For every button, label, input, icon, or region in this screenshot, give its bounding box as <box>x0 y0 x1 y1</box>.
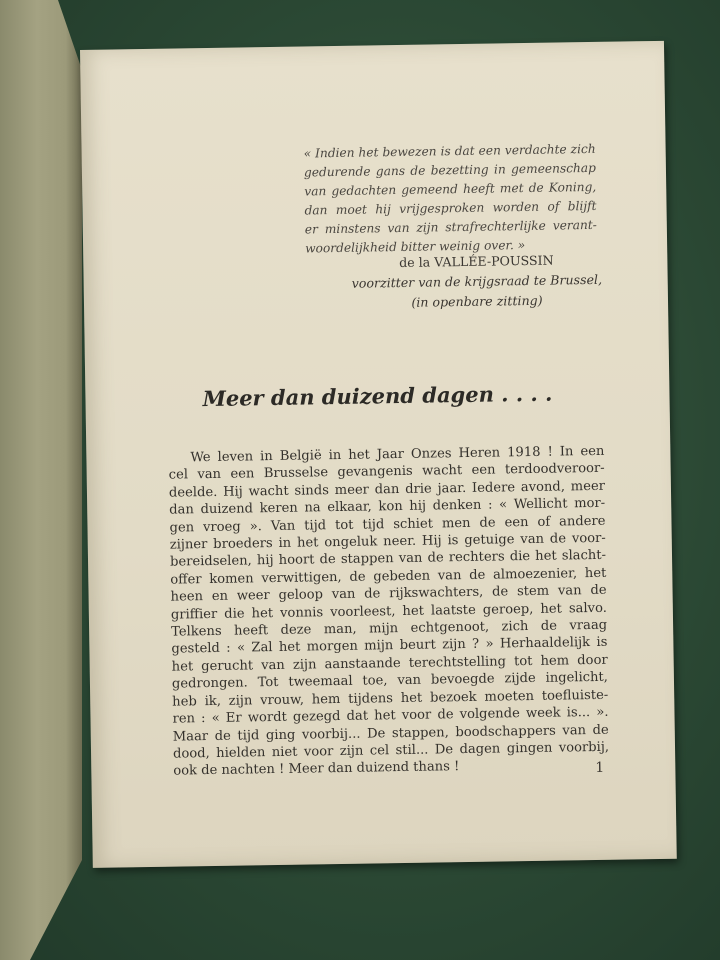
page-number: 1 <box>595 759 605 776</box>
body-line: We leven in België in het Jaar Onzes Heren 1918 ! In een <box>190 443 605 466</box>
attribution-name: de la VALLÉE-POUSSIN <box>399 252 554 271</box>
epigraph-line: gedurende gans de bezetting in gemeenschap <box>303 160 597 180</box>
book-page <box>80 41 677 868</box>
body-line: dood, hielden niet voor zijn cel stil... De dagen gingen voorbij, <box>172 739 610 762</box>
epigraph-attribution <box>351 250 602 314</box>
epigraph-line: er minstens van zijn strafrechterlijke verant- <box>304 217 597 237</box>
epigraph-line: « Indien het bewezen is dat een verdachte zich <box>303 141 596 161</box>
body-line: bereidselen, hij hoort de stappen van de rechters die het slacht- <box>169 548 607 571</box>
attribution-note: (in openbare zitting) <box>411 292 543 310</box>
body-line: gen vroeg ». Van tijd tot tijd schiet men de een of andere <box>169 513 606 536</box>
body-line: offer komen verwittigen, de gebeden van de almoezenier, het <box>170 565 607 588</box>
epigraph-line: dan moet hij vrijgesproken worden of blijft <box>304 198 597 218</box>
body-line: het gerucht van zijn aanstaande terechtstelling tot hem door <box>171 652 608 675</box>
body-line: dan duizend keren na elkaar, kon hij denken : « Wellicht mor- <box>169 496 606 518</box>
body-paragraph <box>168 443 609 781</box>
body-line: ren : « Er wordt gezegd dat het voor de volgende week is... ». <box>172 704 609 727</box>
body-line: deelde. Hij wacht sinds meer dan drie jaar. Iedere avond, meer <box>168 478 606 501</box>
chapter-title: Meer dan duizend dagen . . . . <box>202 380 553 412</box>
body-line: heen en weer geloop van de rijkswachters, de stem van de <box>170 583 607 605</box>
attribution-role: voorzitter van de krijgsraad te Brussel, <box>351 271 603 291</box>
epigraph-line: woordelijkheid bitter weinig over. » <box>305 238 526 256</box>
epigraph-line: van gedachten gemeend heeft met de Koning, <box>304 179 597 199</box>
body-line: zijner broeders in het ongeluk neer. Hij is getuige van de voor- <box>169 530 606 553</box>
body-line: cel van een Brusselse gevangenis wacht een terdoodveroor- <box>168 461 605 484</box>
epigraph-quote <box>304 140 598 259</box>
body-line: gedrongen. Tot tweemaal toe, van bevoegde zijde ingelicht, <box>171 670 609 692</box>
body-line: ook de nachten ! Meer dan duizend thans ! <box>173 759 460 779</box>
facing-page-edge <box>0 0 82 960</box>
body-line: heb ik, zijn vrouw, hem tijdens het bezoek moeten toefluiste- <box>172 687 609 710</box>
body-line: griffier die het vonnis voorleest, het laatste geroep, het salvo. <box>170 600 607 623</box>
body-line: Telkens heeft deze man, mijn echtgenoot, zich de vraag <box>171 617 608 640</box>
body-line: Maar de tijd ging voorbij... De stappen, boodschappers van de <box>172 722 609 745</box>
body-line: gesteld : « Zal het morgen mijn beurt zijn ? » Herhaaldelijk is <box>171 635 608 658</box>
